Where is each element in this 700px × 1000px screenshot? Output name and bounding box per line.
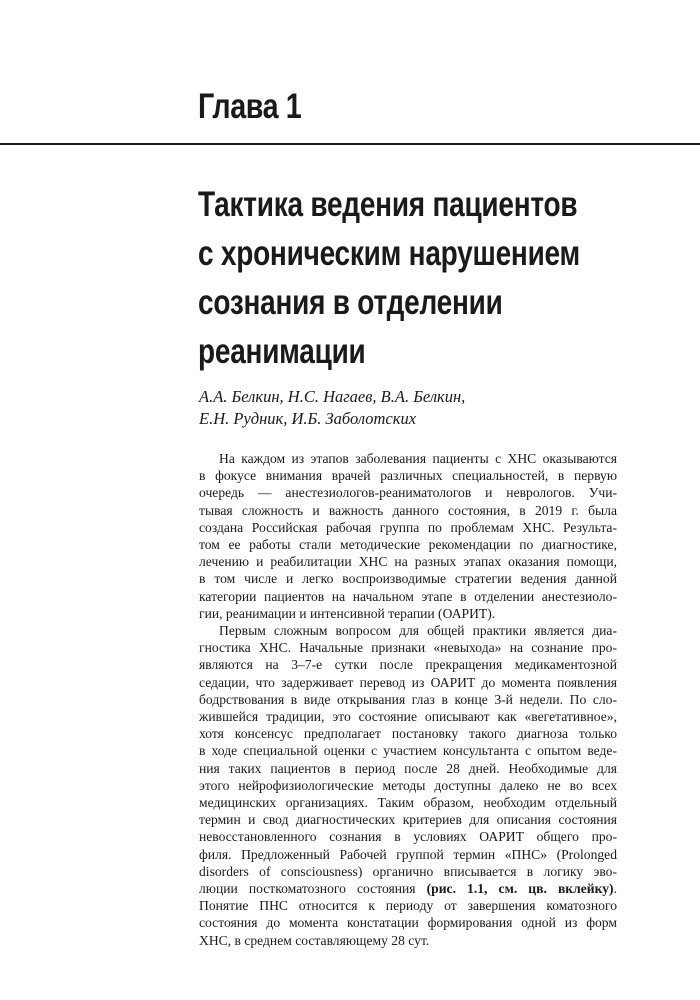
text-line: медицинских организациях. Таким образом, необходим отдельный	[199, 795, 617, 811]
text-line: жившейся традиции, это состояние описывают как «вегетативное»,	[199, 709, 617, 725]
chapter-divider	[0, 143, 700, 145]
chapter-title-line: с хроническим нарушением	[198, 234, 580, 273]
text-line: создана Российская рабочая группа по проблемам ХНС. Результа-	[199, 519, 617, 535]
text-line: в фокусе внимания врачей различных специальностей, в первую	[199, 468, 617, 484]
authors-line: Е.Н. Рудник, И.Б. Заболотских	[199, 409, 417, 428]
text-line: невосстановленного сознания в условиях ОАРИТ общего про-	[199, 829, 617, 845]
text-line: бодрствования в виде открывания глаз в конце 3-й недели. По сло-	[199, 691, 617, 707]
text-line: том ее работы стали методические рекомендации по диагностике,	[199, 537, 617, 553]
text-fragment: .	[613, 881, 617, 897]
text-line: ХНС, в среднем составляющему 28 сут.	[199, 932, 430, 948]
text-line: этого нейрофизиологические методы доступны далеко не во всех	[199, 777, 617, 793]
authors	[199, 386, 465, 430]
paragraph-1	[199, 450, 617, 622]
text-fragment: люции посткоматозного состояния	[199, 881, 427, 897]
text-line: гии, реанимации и интенсивной терапии (ОАРИТ).	[199, 605, 496, 621]
chapter-title-line: реанимации	[198, 332, 366, 371]
text-line: в ходе специальной оценки с участием консультанта с опытом веде-	[199, 743, 617, 759]
authors-line: А.А. Белкин, Н.С. Нагаев, В.А. Белкин,	[199, 387, 466, 406]
text-line: тывая сложность и важность данного состояния, в 2019 г. была	[199, 502, 617, 518]
text-line: Понятие ПНС относится к периоду от завершения коматозного	[199, 898, 617, 914]
paragraph-2	[199, 622, 617, 949]
chapter-title	[198, 180, 580, 376]
text-line: в том числе и легко воспроизводимые стратегии ведения данной	[199, 571, 617, 587]
text-line: ния таких пациентов в период после 28 дней. Необходимые для	[199, 760, 617, 776]
body-text	[199, 450, 617, 949]
text-line: Первым сложным вопросом для общей практики является диа-	[219, 623, 617, 639]
text-line: лечению и реабилитации ХНС на разных этапах оказания помощи,	[199, 554, 617, 570]
text-line: состояния до момента констатации формирования одной из форм	[199, 915, 617, 931]
chapter-label: Глава 1	[198, 87, 302, 126]
chapter-title-line: Тактика ведения пациентов	[198, 185, 578, 224]
figure-reference[interactable]: (рис. 1.1, см. цв. вклейку)	[426, 881, 614, 897]
text-line: На каждом из этапов заболевания пациенты с ХНС оказываются	[219, 451, 617, 466]
text-line: очередь — анестезиологов-реаниматологов и неврологов. Учи-	[199, 485, 617, 501]
text-line: гностика ХНС. Начальные признаки «невыхода» на сознание про-	[199, 640, 617, 656]
chapter-title-line: сознания в отделении	[198, 283, 503, 322]
text-line: термин и свод диагностических критериев для описания состояния	[199, 812, 617, 828]
text-line: филя. Предложенный Рабочей группой термин «ПНС» (Prolonged	[199, 846, 617, 862]
text-line: категории пациентов на начальном этапе в отделении анестезиоло-	[199, 588, 617, 604]
text-line: являются на 3–7-е сутки после прекращения медикаментозной	[199, 657, 617, 673]
text-line: disorders of consciousness) органично вписывается в логику эво-	[199, 863, 617, 879]
text-line-figure-ref	[199, 880, 617, 897]
text-line: хотя консенсус предполагает постановку такого диагноза только	[199, 726, 617, 742]
text-line: седации, что задерживает перевод из ОАРИТ до момента появления	[199, 674, 617, 690]
